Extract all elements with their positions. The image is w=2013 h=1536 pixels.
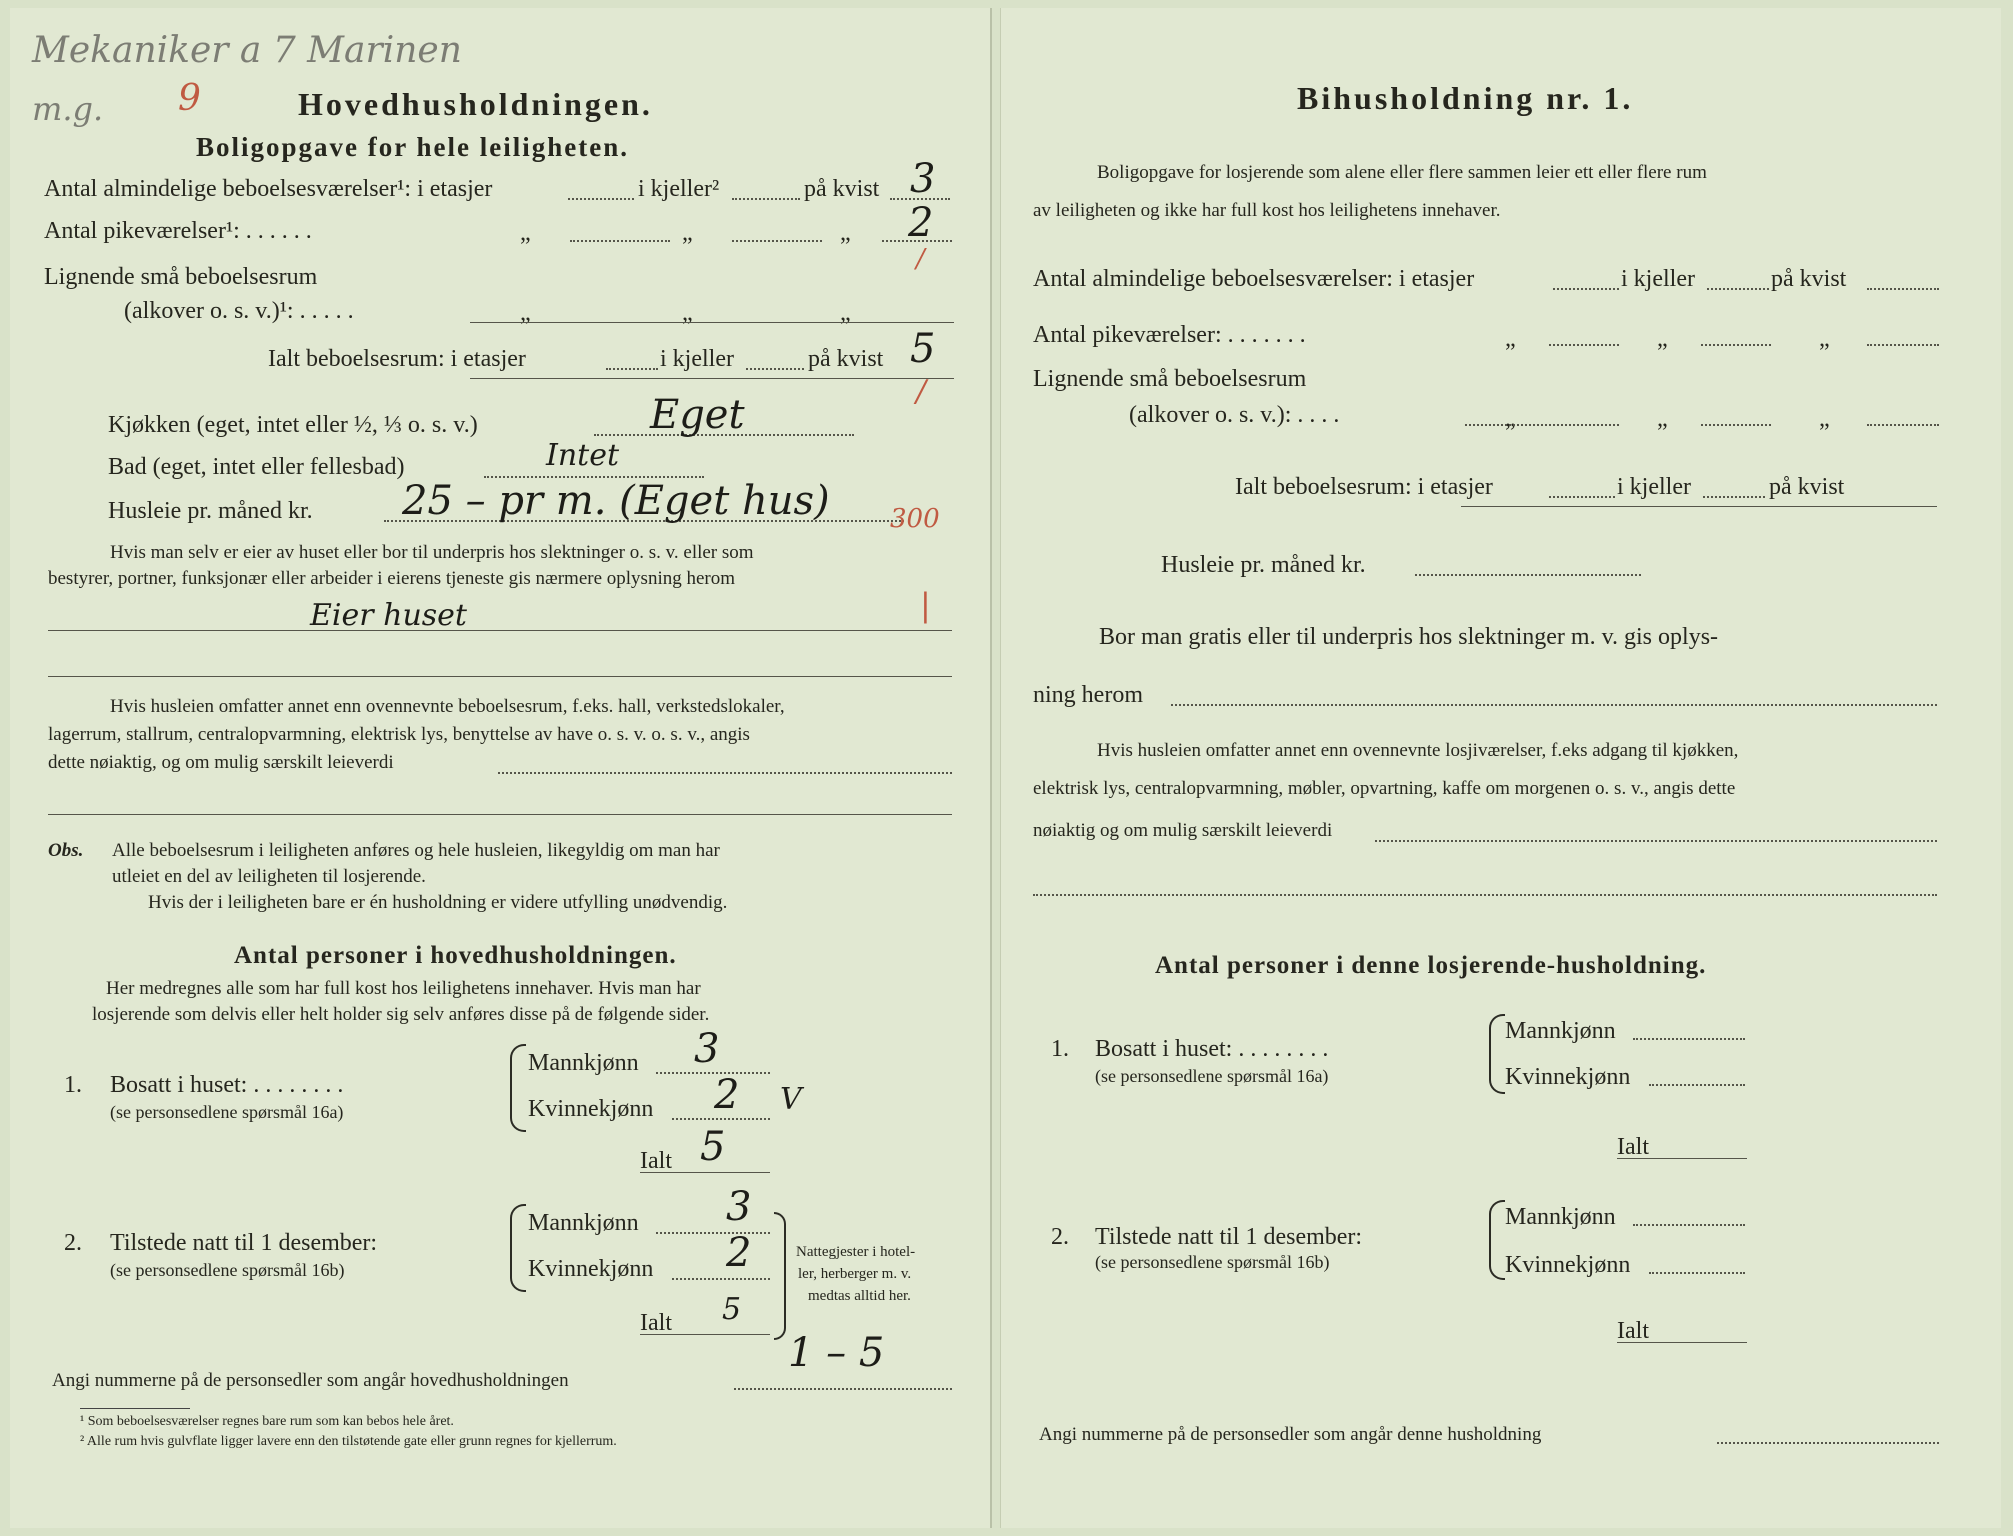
ditto-mark: „ [682,220,693,246]
maid-rooms-kjeller-field[interactable] [732,240,822,242]
sub-intro-line-1: Boligopgave for losjerende som alene eller flere sammen leier ett eller flere rum [1097,162,1707,183]
sub-q1-male-label: Mannkjønn [1505,1018,1616,1044]
obs-label: Obs. [48,840,84,861]
total-rooms-underline [470,378,954,379]
q1-total-label: Ialt [640,1148,672,1174]
ditto-mark: „ [520,220,531,246]
sub-total-rooms-label: Ialt beboelsesrum: i etasjer [1235,474,1493,500]
ditto-mark: „ [1505,326,1516,352]
sub-extra-line-1: Hvis husleien omfatter annet enn ovennevnte losjiværelser, f.eks adgang til kjøkken, [1097,740,1739,761]
sub-person-numbers-label: Angi nummerne på de personsedler som angår denne husholdning [1039,1424,1542,1445]
sub-free-text-field[interactable] [1171,704,1937,706]
sub-q1-label: Bosatt i huset: . . . . . . . . [1095,1036,1329,1062]
ditto-mark: „ [1505,406,1516,432]
pencil-occupation-note: Mekaniker a 7 Marinen [32,30,462,71]
footnote-rule [80,1408,190,1409]
persons-heading: Antal personer i hovedhusholdningen. [234,942,677,969]
sub-q1-sublabel: (se personsedlene spørsmål 16a) [1095,1066,1329,1086]
ditto-mark: „ [1819,406,1830,432]
sub-rent-field[interactable] [1415,574,1641,576]
total-rooms-kjeller-label: i kjeller [660,346,734,372]
owner-field-line-1[interactable] [48,630,952,631]
q1-number: 1. [64,1072,82,1098]
owner-field-line-2[interactable] [48,676,952,677]
sub-total-rooms-underline [1461,506,1937,507]
q2-male-field[interactable] [656,1232,770,1234]
page-title: Hovedhusholdningen. [298,86,653,122]
q1-label: Bosatt i huset: . . . . . . . . [110,1072,344,1098]
sub-q2-brace [1489,1200,1505,1280]
sub-q2-total-field[interactable] [1617,1342,1747,1343]
total-rooms-kvist-value: 5 [910,326,936,372]
sub-rooms-ordinary-kvist-label: på kvist [1771,266,1847,292]
rooms-ordinary-label: Antal almindelige beboelsesværelser¹: i etasjer [44,176,493,202]
sub-q2-total-label: Ialt [1617,1318,1649,1344]
sub-maid-rooms-label: Antal pikeværelser: . . . . . . . [1033,322,1306,348]
sub-small-rooms-etasjer-field[interactable] [1465,424,1619,426]
ditto-mark: „ [1657,326,1668,352]
footnote-1: ¹ Som beboelsesværelser regnes bare rum som kan bebos hele året. [80,1414,454,1429]
sub-q2-male-label: Mannkjønn [1505,1204,1616,1230]
ditto-mark: „ [1657,406,1668,432]
sub-small-rooms-label: Lignende små beboelsesrum [1033,366,1307,392]
sub-small-rooms-kvist-field[interactable] [1867,424,1939,426]
small-rooms-sublabel: (alkover o. s. v.)¹: . . . . . [124,298,354,324]
red-mark-number: 9 [178,78,201,119]
sub-maid-rooms-kvist-field[interactable] [1867,344,1939,346]
extra-instruction-line-1: Hvis husleien omfatter annet enn ovennevnte beboelsesrum, f.eks. hall, verkstedslokaler, [110,696,785,717]
maid-rooms-kvist-value: 2 [908,200,934,246]
q2-male-label: Mannkjønn [528,1210,639,1236]
q1-male-value: 3 [694,1026,720,1072]
maid-rooms-etasjer-field[interactable] [570,240,670,242]
rooms-ordinary-etasjer-field[interactable] [568,198,634,200]
rooms-ordinary-kvist-label: på kvist [804,176,880,202]
total-rooms-label: Ialt beboelsesrum: i etasjer [268,346,526,372]
sub-rent-label: Husleie pr. måned kr. [1161,552,1366,578]
sub-small-rooms-kjeller-field[interactable] [1701,424,1771,426]
rooms-ordinary-kjeller-field[interactable] [732,198,800,200]
obs-line-3: Hvis der i leiligheten bare er én husholdning er videre utfylling unødvendig. [148,892,728,913]
q1-male-label: Mannkjønn [528,1050,639,1076]
sub-q1-female-field[interactable] [1649,1084,1745,1086]
right-page-sub-household [1000,8,2001,1528]
sub-rooms-ordinary-kjeller-label: i kjeller [1621,266,1695,292]
rooms-ordinary-kvist-value: 3 [910,156,936,202]
sub-total-rooms-etasjer-field[interactable] [1549,496,1615,498]
q2-total-value: 5 [722,1292,742,1327]
q2-sublabel: (se personsedlene spørsmål 16b) [110,1260,345,1280]
small-rooms-label: Lignende små beboelsesrum [44,264,318,290]
night-guests-note-1: Nattegjester i hotel- [796,1244,916,1260]
q1-female-field[interactable] [672,1118,770,1120]
extra-field-line-2[interactable] [48,814,952,815]
bath-value: Intet [546,438,620,473]
left-page-main-household [10,8,992,1528]
sub-q2-female-field[interactable] [1649,1272,1745,1274]
rooms-ordinary-kjeller-label: i kjeller² [638,176,720,202]
q1-check-mark: V [780,1082,802,1117]
extra-instruction-line-2: lagerrum, stallrum, centralopvarmning, elektrisk lys, benyttelse av have o. s. v. o. s. v., angis [48,724,750,745]
night-guests-note-2: ler, herberger m. v. [798,1266,912,1282]
sub-small-rooms-sublabel: (alkover o. s. v.): . . . . [1129,402,1340,428]
owner-value: Eier huset [310,598,467,633]
owner-instruction-line-2: bestyrer, portner, funksjonær eller arbeider i eierens tjeneste gis nærmere oplysning herom [48,568,736,589]
q2-right-brace [774,1212,786,1340]
q2-male-value: 3 [726,1184,752,1230]
q1-total-field[interactable] [640,1172,770,1173]
sub-maid-rooms-kjeller-field[interactable] [1701,344,1771,346]
sub-extra-line-2: elektrisk lys, centralopvarmning, møbler, opvartning, kaffe om morgenen o. s. v., angis dette [1033,778,1736,799]
red-tick: / [916,244,925,274]
q1-sublabel: (se personsedlene spørsmål 16a) [110,1102,344,1122]
sub-maid-rooms-etasjer-field[interactable] [1549,344,1619,346]
sub-total-rooms-kjeller-field[interactable] [1703,496,1765,498]
pencil-status-note: m.g. [32,90,104,128]
sub-q2-sublabel: (se personsedlene spørsmål 16b) [1095,1252,1330,1272]
sub-extra-line-3: nøiaktig og om mulig særskilt leieverdi [1033,820,1333,841]
footnote-2: ² Alle rum hvis gulvflate ligger lavere enn den tilstøtende gate eller grunn regnes for kjellerrum. [80,1434,617,1449]
person-numbers-field[interactable] [734,1388,952,1390]
owner-instruction-line-1: Hvis man selv er eier av huset eller bor til underpris hos slektninger o. s. v. eller som [110,542,754,563]
persons-instruction-line-2: losjerende som delvis eller helt holder sig selv anføres disse på de følgende sider. [92,1004,710,1025]
q2-number: 2. [64,1230,82,1256]
sub-rooms-ordinary-kjeller-field[interactable] [1707,288,1769,290]
rent-pencil-note: 300 [890,504,940,534]
ditto-mark: „ [682,300,693,326]
q1-female-label: Kvinnekjønn [528,1096,654,1122]
ditto-mark: „ [1819,326,1830,352]
sub-total-rooms-kjeller-label: i kjeller [1617,474,1691,500]
extra-value-field[interactable] [498,772,952,774]
red-tick: / [916,374,927,409]
total-rooms-kvist-label: på kvist [808,346,884,372]
sub-q1-total-field[interactable] [1617,1158,1747,1159]
q2-total-field[interactable] [640,1334,770,1335]
sub-extra-field[interactable] [1375,840,1937,842]
maid-rooms-label: Antal pikeværelser¹: . . . . . . [44,218,312,244]
kitchen-label: Kjøkken (eget, intet eller ½, ⅓ o. s. v.) [108,412,478,438]
q2-female-label: Kvinnekjønn [528,1256,654,1282]
q1-male-field[interactable] [656,1072,770,1074]
sub-rooms-ordinary-kvist-field[interactable] [1867,288,1939,290]
q2-total-label: Ialt [640,1310,672,1336]
sub-q2-female-label: Kvinnekjønn [1505,1252,1631,1278]
q2-female-value: 2 [726,1230,752,1276]
sub-q1-brace [1489,1014,1505,1094]
q1-female-value: 2 [714,1072,740,1118]
bath-label: Bad (eget, intet eller fellesbad) [108,454,405,480]
sub-total-rooms-kvist-label: på kvist [1769,474,1845,500]
ditto-mark: „ [840,300,851,326]
person-numbers-label: Angi nummerne på de personsedler som angår hovedhusholdningen [52,1370,569,1391]
q2-brace [510,1204,526,1292]
obs-line-1: Alle beboelsesrum i leiligheten anføres og hele husleien, likegyldig om man har [112,840,720,861]
sub-person-numbers-field[interactable] [1717,1442,1939,1444]
total-rooms-etasjer-field[interactable] [606,368,658,370]
total-rooms-kjeller-field[interactable] [746,368,804,370]
night-guests-note-3: medtas alltid her. [808,1288,911,1304]
sub-extra-field-line-2[interactable] [1033,894,1937,896]
sub-q1-number: 1. [1051,1036,1069,1062]
sub-q1-total-label: Ialt [1617,1134,1649,1160]
rent-label: Husleie pr. måned kr. [108,498,313,524]
page-subtitle: Boligopgave for hele leiligheten. [196,132,629,162]
q2-female-field[interactable] [672,1278,770,1280]
extra-instruction-line-3: dette nøiaktig, og om mulig særskilt leieverdi [48,752,394,773]
sub-q1-female-label: Kvinnekjønn [1505,1064,1631,1090]
q2-label: Tilstede natt til 1 desember: [110,1230,378,1256]
sub-intro-line-2: av leiligheten og ikke har full kost hos leilighetens innehaver. [1033,200,1501,221]
small-rooms-field[interactable] [470,322,954,323]
sub-q2-number: 2. [1051,1224,1069,1250]
sub-free-text-line-1: Bor man gratis eller til underpris hos slektninger m. v. gis oplys- [1099,624,1719,650]
sub-q1-male-field[interactable] [1633,1038,1745,1040]
q1-total-value: 5 [700,1124,726,1170]
q1-brace [510,1044,526,1132]
sub-household-title: Bihusholdning nr. 1. [1297,80,1634,116]
sub-q2-label: Tilstede natt til 1 desember: [1095,1224,1363,1250]
sub-free-text-line-2: ning herom [1033,682,1143,708]
red-tick: | [920,586,931,624]
sub-rooms-ordinary-etasjer-field[interactable] [1553,288,1619,290]
sub-q2-male-field[interactable] [1633,1224,1745,1226]
obs-line-2: utleiet en del av leiligheten til losjerende. [112,866,426,887]
kitchen-value: Eget [650,392,745,438]
ditto-mark: „ [520,300,531,326]
sub-rooms-ordinary-label: Antal almindelige beboelsesværelser: i etasjer [1033,266,1475,292]
persons-instruction-line-1: Her medregnes alle som har full kost hos leilighetens innehaver. Hvis man har [106,978,701,999]
rent-value: 25 – pr m. (Eget hus) [402,478,830,524]
person-numbers-value: 1 – 5 [788,1330,885,1376]
ditto-mark: „ [840,220,851,246]
sub-persons-heading: Antal personer i denne losjerende-husholdning. [1155,952,1707,979]
